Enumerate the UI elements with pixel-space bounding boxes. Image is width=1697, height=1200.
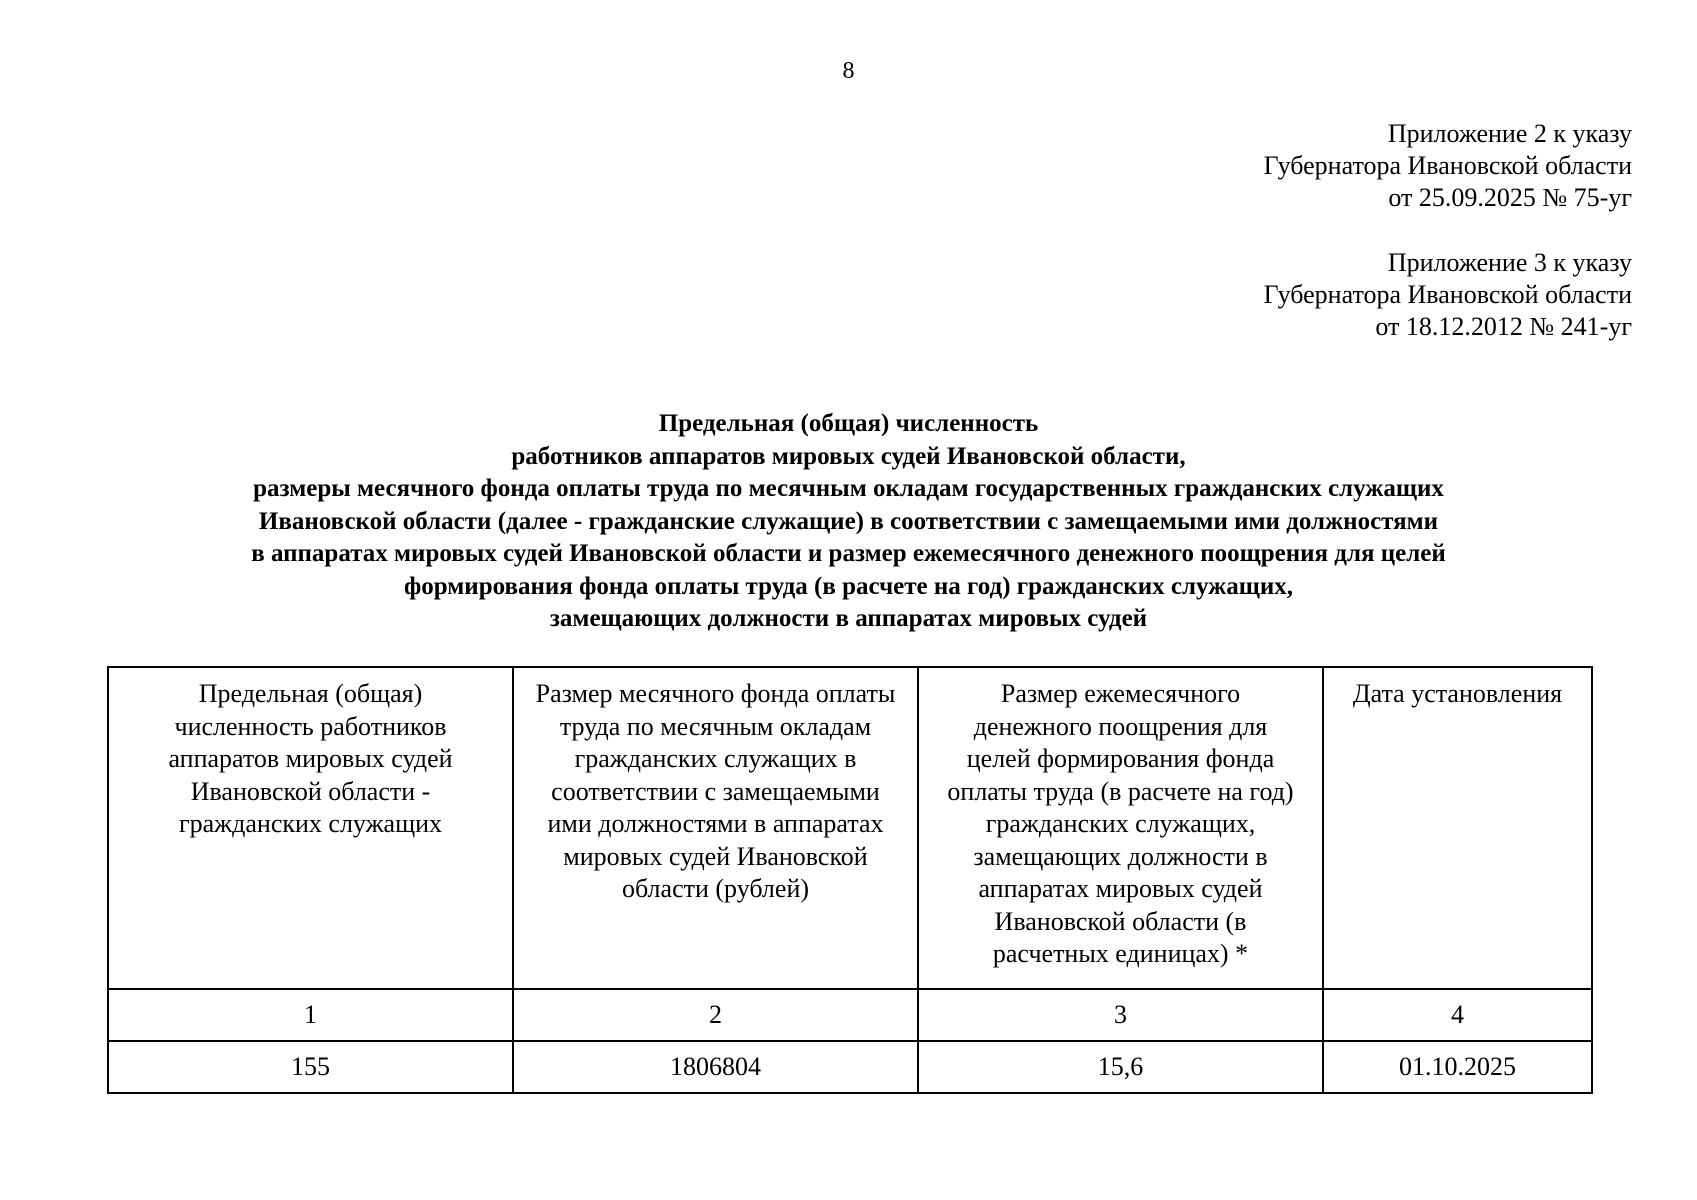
title-line: в аппаратах мировых судей Ивановской области и размер ежемесячного денежного поощрения для целей bbox=[251, 540, 1446, 567]
column-number-cell: 4 bbox=[1323, 989, 1592, 1041]
header-line: оплаты труда (в расчете на год) bbox=[947, 776, 1294, 806]
document-title bbox=[0, 408, 1697, 636]
header-line: аппаратах мировых судей bbox=[978, 874, 1263, 903]
appendix-original-line: от 18.12.2012 № 241-уг bbox=[1375, 312, 1632, 341]
appendix-original-line: Приложение 3 к указу bbox=[1387, 248, 1632, 277]
effective-date-value: 01.10.2025 bbox=[1323, 1041, 1592, 1093]
table-header-row bbox=[108, 667, 1592, 989]
title-line: Ивановской области (далее - гражданские служащие) в соответствии с замещаемыми ими должностями bbox=[258, 507, 1439, 535]
title-line: Предельная (общая) численность bbox=[658, 410, 1039, 437]
column-number-cell: 1 bbox=[108, 989, 513, 1041]
header-line: денежного поощрения для bbox=[973, 711, 1268, 741]
staff-count-value: 155 bbox=[108, 1041, 513, 1093]
header-line: мировых судей Ивановской bbox=[563, 841, 868, 871]
column-number-cell: 3 bbox=[918, 989, 1323, 1041]
appendix-new-reference bbox=[1264, 118, 1632, 214]
title-line: формирования фонда оплаты труда (в расчете на год) гражданских служащих, bbox=[403, 572, 1294, 600]
payroll-fund-value: 1806804 bbox=[513, 1041, 918, 1093]
header-line: численность работников bbox=[174, 711, 447, 741]
appendix-new-line: от 25.09.2025 № 75-уг bbox=[1388, 183, 1632, 212]
header-line: Ивановской области (в bbox=[994, 906, 1247, 936]
header-line: гражданских служащих в bbox=[574, 744, 857, 773]
header-line: Дата установления bbox=[1352, 679, 1563, 708]
header-line: труда по месячным окладам bbox=[559, 711, 872, 741]
header-line: замещающих должности в bbox=[973, 841, 1268, 871]
appendix-original-reference bbox=[1264, 247, 1632, 343]
page-number: 8 bbox=[842, 58, 855, 84]
header-line: области (рублей) bbox=[621, 874, 810, 903]
header-line: целей формирования фонда bbox=[966, 744, 1275, 773]
header-line: расчетных единицах) * bbox=[992, 939, 1249, 968]
header-line: гражданских служащих bbox=[178, 809, 443, 838]
column-number-cell: 2 bbox=[513, 989, 918, 1041]
header-line: соответствии с замещаемыми bbox=[551, 776, 880, 806]
table-column-number-row bbox=[108, 989, 1592, 1041]
monthly-bonus-value: 15,6 bbox=[918, 1041, 1323, 1093]
header-cell-effective-date bbox=[1323, 667, 1592, 989]
header-line: Предельная (общая) bbox=[198, 679, 423, 708]
title-line: размеры месячного фонда оплаты труда по месячным окладам государственных гражданских служащих bbox=[253, 475, 1444, 502]
title-line: замещающих должности в аппаратах мировых судей bbox=[549, 605, 1148, 632]
staffing-table bbox=[107, 666, 1593, 1094]
header-line: Размер ежемесячного bbox=[1000, 679, 1241, 708]
title-line: работников аппаратов мировых судей Ивановской области, bbox=[511, 442, 1186, 470]
header-line: гражданских служащих, bbox=[985, 809, 1256, 838]
header-line: ими должностями в аппаратах bbox=[547, 809, 884, 838]
header-cell-monthly-bonus bbox=[918, 667, 1323, 989]
header-cell-staff-count bbox=[108, 667, 513, 989]
appendix-new-line: Губернатора Ивановской области bbox=[1263, 151, 1632, 180]
header-line: Ивановской области - bbox=[190, 776, 431, 806]
appendix-new-line: Приложение 2 к указу bbox=[1387, 119, 1632, 148]
table-row bbox=[108, 1041, 1592, 1093]
header-line: Размер месячного фонда оплаты bbox=[535, 679, 896, 708]
header-line: аппаратов мировых судей bbox=[168, 744, 453, 773]
header-cell-payroll-fund bbox=[513, 667, 918, 989]
appendix-original-line: Губернатора Ивановской области bbox=[1263, 280, 1632, 309]
